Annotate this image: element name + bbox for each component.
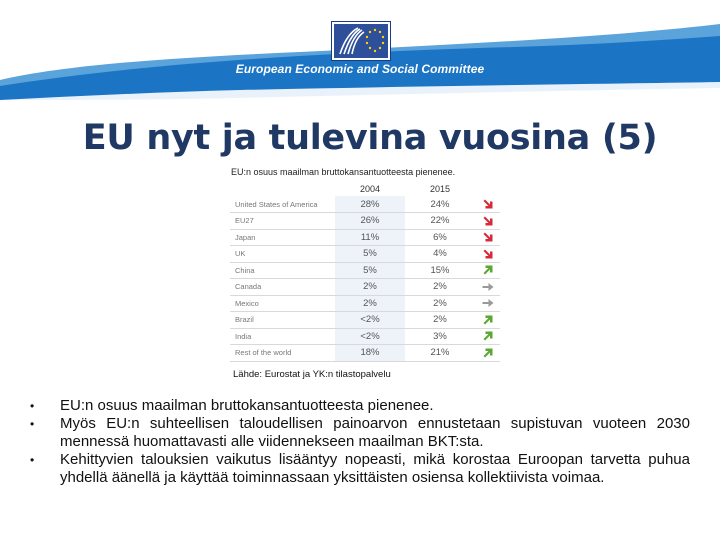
arrow-up-right-icon — [482, 314, 494, 326]
trend-cell — [475, 229, 500, 246]
value-2015-cell: 15% — [405, 262, 475, 279]
value-2015-cell: 2% — [405, 312, 475, 329]
source-note: Lähde: Eurostat ja YK:n tilastopalvelu — [233, 369, 391, 380]
value-2004-cell: 5% — [335, 262, 405, 279]
trend-cell — [475, 312, 500, 329]
country-cell: Brazil — [230, 312, 335, 329]
trend-cell — [475, 295, 500, 312]
gdp-share-table — [230, 182, 500, 362]
country-cell: UK — [230, 246, 335, 263]
bullet-text: Kehittyvien talouksien vaikutus lisääntyy nopeasti, mikä korostaa Euroopan tarvetta puhua yhdellä äänellä ja käyttää toiminnassaan yksittäisten osiensa kollektiivista voimaa. — [60, 451, 690, 486]
arrow-right-icon — [482, 281, 494, 293]
year-2004-header: 2004 — [359, 184, 381, 194]
arrow-down-right-icon — [482, 198, 494, 210]
trend-cell — [475, 246, 500, 263]
arrow-down-right-icon — [482, 215, 494, 227]
bullet-text: Myös EU:n suhteellisen taloudellisen painoarvon ennustetaan supistuvan vuoteen 2030 mennessä huomattavasti alle viidennekseen maailman BKT:sta. — [60, 415, 690, 450]
arrow-up-right-icon — [482, 264, 494, 276]
value-2004-cell: 18% — [335, 345, 405, 362]
arrow-up-right-icon — [482, 330, 494, 342]
value-2004-cell: <2% — [335, 328, 405, 345]
value-2004-cell: 11% — [335, 229, 405, 246]
table-row — [230, 229, 500, 246]
value-2015-cell: 4% — [405, 246, 475, 263]
value-2004-cell: 28% — [335, 196, 405, 213]
table-caption: EU:n osuus maailman bruttokansantuotteesta pienenee. — [231, 167, 456, 177]
country-cell: EU27 — [230, 213, 335, 230]
trend-cell — [475, 328, 500, 345]
trend-cell — [475, 262, 500, 279]
country-cell: India — [230, 328, 335, 345]
trend-column-header — [475, 182, 500, 196]
country-cell: Japan — [230, 229, 335, 246]
eesc-logo — [332, 22, 390, 60]
trend-cell — [475, 196, 500, 213]
bullet-item — [30, 451, 690, 487]
year-2015-header: 2015 — [429, 184, 451, 194]
slide-title: EU nyt ja tulevina vuosina (5) — [82, 118, 658, 158]
table-row — [230, 262, 500, 279]
value-2004-cell: <2% — [335, 312, 405, 329]
table-row — [230, 196, 500, 213]
table-row — [230, 279, 500, 296]
table-row — [230, 295, 500, 312]
value-2015-cell: 24% — [405, 196, 475, 213]
country-cell: United States of America — [230, 196, 335, 213]
trend-cell — [475, 213, 500, 230]
country-column-header — [230, 182, 335, 196]
trend-cell — [475, 345, 500, 362]
value-2015-cell: 22% — [405, 213, 475, 230]
value-2004-cell: 5% — [335, 246, 405, 263]
value-2004-cell: 26% — [335, 213, 405, 230]
table-row — [230, 246, 500, 263]
country-cell: Canada — [230, 279, 335, 296]
bullet-symbol: • — [30, 399, 35, 413]
bullet-item — [30, 415, 690, 451]
value-2015-cell: 2% — [405, 295, 475, 312]
country-cell: Rest of the world — [230, 345, 335, 362]
arrow-down-right-icon — [482, 231, 494, 243]
value-2015-cell: 3% — [405, 328, 475, 345]
bullet-list — [30, 397, 690, 487]
table-body — [230, 196, 500, 361]
bullet-item — [30, 397, 690, 415]
table-header-row — [230, 182, 500, 196]
value-2004-cell: 2% — [335, 295, 405, 312]
trend-cell — [475, 279, 500, 296]
header-banner — [0, 0, 720, 100]
value-2015-cell: 6% — [405, 229, 475, 246]
eesc-logo-icon — [334, 24, 388, 58]
value-2015-cell: 2% — [405, 279, 475, 296]
table-row — [230, 328, 500, 345]
value-2004-cell: 2% — [335, 279, 405, 296]
bullet-symbol: • — [30, 453, 35, 467]
arrow-down-right-icon — [482, 248, 494, 260]
table-row — [230, 312, 500, 329]
arrow-right-icon — [482, 297, 494, 309]
country-cell: China — [230, 262, 335, 279]
table-row — [230, 213, 500, 230]
country-cell: Mexico — [230, 295, 335, 312]
bullet-symbol: • — [30, 417, 35, 431]
arrow-up-right-icon — [482, 347, 494, 359]
table-row — [230, 345, 500, 362]
bullet-text: EU:n osuus maailman bruttokansantuotteesta pienenee. — [60, 397, 434, 414]
org-name: European Economic and Social Committee — [235, 62, 485, 76]
value-2015-cell: 21% — [405, 345, 475, 362]
